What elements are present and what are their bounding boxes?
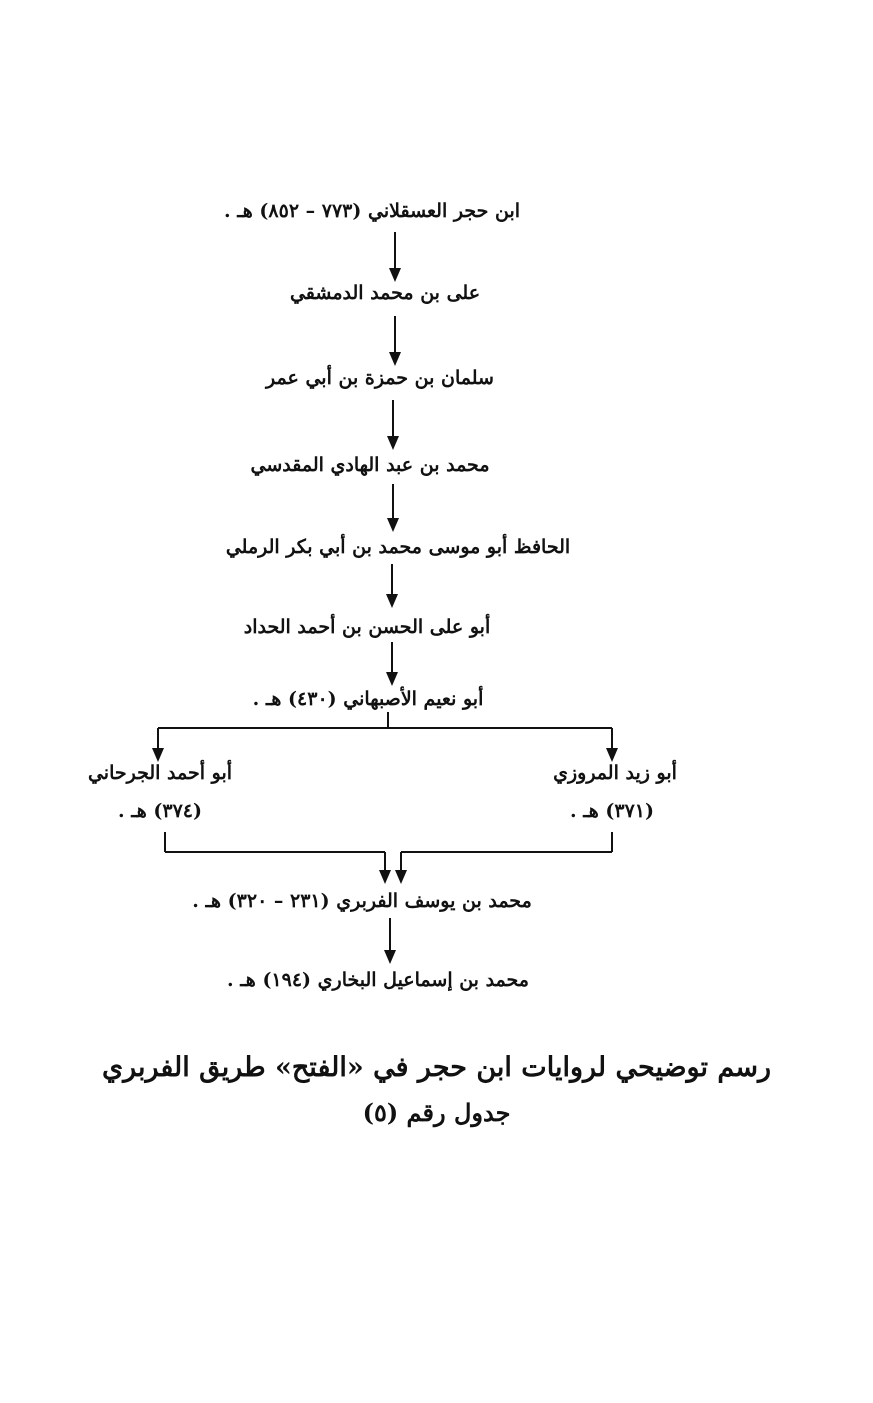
diagram-caption: رسم توضيحي لروايات ابن حجر في «الفتح» طريق الفربري <box>101 1052 772 1083</box>
node-abu-ali: أبو على الحسن بن أحمد الحداد <box>243 616 491 638</box>
arrow-abumusa-to-abuali <box>386 564 398 608</box>
node-firabri: محمد بن يوسف الفربري (٢٣١ – ٣٢٠) هـ . <box>192 890 532 912</box>
node-abu-musa: الحافظ أبو موسى محمد بن أبي بكر الرملي <box>225 536 571 558</box>
arrow-muhammad-to-abumusa <box>387 484 399 532</box>
node-bukhari: محمد بن إسماعيل البخاري (١٩٤) هـ . <box>227 969 529 991</box>
node-abu-nuaym: أبو نعيم الأصبهاني (٤٣٠) هـ . <box>252 688 484 710</box>
table-number: جدول رقم (٥) <box>362 1098 511 1127</box>
node-sulayman: سلمان بن حمزة بن أبي عمر <box>266 367 494 389</box>
node-abu-zayd-name: أبو زيد المروزي <box>553 762 677 784</box>
node-ibn-hajar: ابن حجر العسقلاني (٧٧٣ – ٨٥٢) هـ . <box>223 200 521 222</box>
arrow-firabri-to-bukhari <box>384 918 396 964</box>
arrow-abuali-to-abunuaym <box>386 642 398 686</box>
node-ali-dimashqi: على بن محمد الدمشقي <box>289 282 481 304</box>
node-abu-ahmad-name: أبو أحمد الجرحاني <box>87 762 233 784</box>
arrow-sulayman-to-muhammad <box>387 400 399 450</box>
node-abu-zayd-date: (٣٧١) هـ . <box>569 800 655 822</box>
arrow-ibnhajar-to-ali <box>389 232 401 282</box>
merge-connector <box>165 832 612 884</box>
node-abu-ahmad-date: (٣٧٤) هـ . <box>117 800 203 822</box>
node-muhammad-abd-hadi: محمد بن عبد الهادي المقدسي <box>250 454 490 476</box>
branch-connector <box>152 712 618 762</box>
arrow-ali-to-sulayman <box>389 316 401 366</box>
